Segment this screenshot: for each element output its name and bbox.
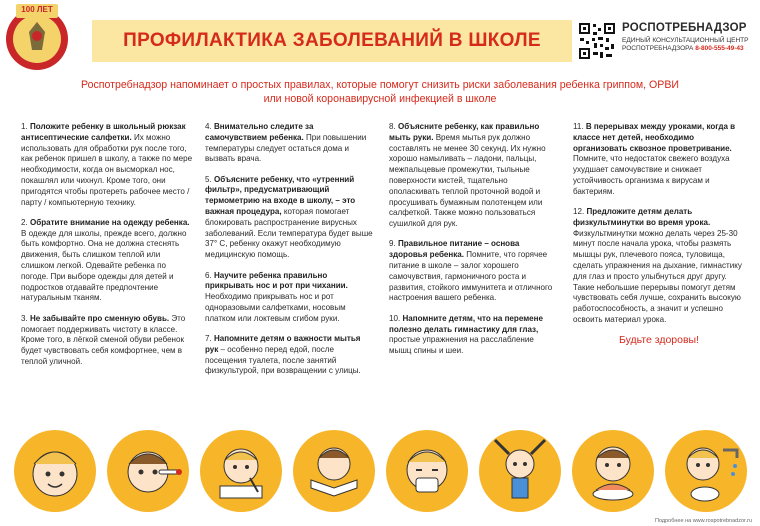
brand-block	[622, 22, 756, 53]
tips-column-3	[389, 122, 557, 366]
thermometer-child-icon	[107, 430, 189, 512]
tip-heading: Правильное питание – основа здоровья ребенка.	[389, 239, 520, 260]
closing-wish: Будьте здоровы!	[618, 334, 700, 347]
intro-text: Роспотребнадзор напоминает о простых правилах, которые помогут снизить риски заболевания ребенка гриппом, ОРВИ или новой коронавирусной инфекцией в школе	[80, 79, 680, 105]
qr-code-icon	[578, 22, 616, 60]
tip-7: 7. Напомните детям о важности мытья рук – особенно перед едой, после посещения туалета, после занятий физкультурой, при возвращении с улицы.	[205, 334, 361, 376]
footnote: Подробнее на www.rospotrebnadzor.ru	[655, 518, 752, 524]
tips-column-4	[573, 122, 745, 346]
badge-text: 100 ЛЕТ	[21, 5, 53, 14]
tip-body: При повышении температуры следует остаться дома и вызвать врача.	[205, 132, 367, 164]
child-face-icon	[14, 430, 96, 512]
tip-11: 11. В перерывах между уроками, когда в классе нет детей, необходимо организовать сквозное проветривание. Помните, что недостаток свежего воздуха ухудшает самочувствие и снижает устойчивость организма к вирусам и бактериям.	[573, 122, 736, 196]
child-reading-icon	[293, 430, 375, 512]
hotline-phone: 8-800-555-49-43	[695, 45, 744, 52]
tip-2: 2. Обратите внимание на одежду ребенка. В одежде для школы, прежде всего, должно быть комфортно. Она не должна стеснять движения, быть слишком теплой или слишком легкой. Одевайте ребенка по погоде. При выборе одежды для детей и подростков отдавайте предпочтение натуральным тканям.	[21, 217, 190, 303]
tip-body: Помните, что горячее питание в школе – залог хорошего самочувствия, гармоничного роста и развития, стойкого иммунитета и отличного настроения вашего ребенка.	[389, 250, 553, 303]
title-banner	[92, 20, 572, 62]
tip-8: 8. Объясните ребенку, как правильно мыть руки. Время мытья рук должно составлять не менее 30 секунд. Их нужно хорошо намыливать – ладони, пальцы, межпальцевые промежутки, тыльные поверхности кистей, тщательно ополаскивать теплой проточной водой и просушивать бумажным полотенцем или салфеткой. Также можно пользоваться сушилкой для рук.	[389, 122, 546, 229]
tip-heading: В перерывах между уроками, когда в классе нет детей, необходимо организовать сквозное проветривание.	[573, 122, 736, 153]
tip-body: В одежде для школы, прежде всего, должно быть комфортно. Она не должна стеснять движения, быть слишком теплой или слишком легкой. Одевайте ребенка по погоде. При выборе одежды для детей и подростков отдавайте предпочтение натуральным тканям.	[21, 228, 187, 303]
tip-1: 1. Положите ребенку в школьный рюкзак антисептические салфетки. Их можно использовать для обработки рук после того, как ребенок пришел в школу, а также по мере необходимости, когда он высморкал нос, покашлял или чихнул. Кроме того, они пригодятся чтобы протереть рабочее место / парту / компьютерную технику.	[21, 122, 193, 207]
brand-name: РОСПОТРЕБНАДЗОР	[622, 22, 747, 34]
brand-line	[622, 37, 756, 53]
tip-heading: Не забывайте про сменную обувь.	[29, 313, 170, 323]
brand-line1: ЕДИНЫЙ КОНСУЛЬТАЦИОННЫЙ ЦЕНТР	[622, 37, 749, 44]
tip-12: 12. Предложите детям делать физкультминутки во время урока. Физкультминутки можно делать через 25-30 минут после начала урока, чтобы размять мышцы рук, плечевого пояса, туловища, сделать упражнения на дыхание, гимнастику для глаз и просто улыбнуться друг другу. Такие небольшие перерывы помогут детям чувствовать себя лучше, сохранить высокую работоспособность, а значит и успешно освоить материал урока.	[573, 207, 742, 325]
tip-body: Время мытья рук должно составлять не менее 30 секунд. Их нужно хорошо намыливать – ладони, пальцы, межпальцевые промежутки, тыльные поверхности кистей, тщательно ополаскивать теплой проточной водой и просушивать бумажным полотенцем или салфеткой. Также можно пользоваться сушилкой для рук.	[389, 132, 546, 229]
header	[0, 0, 760, 72]
tip-heading: Предложите детям делать физкультминутки во время урока.	[573, 207, 711, 227]
tips-columns	[0, 122, 760, 422]
tip-body: которая помогает блокировать распространение вирусных заболеваний. Если температура будет выше 37° С, ребенку окажут необходимую медицинскую помощь.	[205, 207, 373, 260]
tip-6: 6. Научите ребенка правильно прикрывать нос и рот при чихании. Необходимо прикрывать нос и рот одноразовыми салфетками, носовым платком или локтевым сгибом руки.	[205, 270, 348, 323]
child-stretching-icon	[479, 430, 561, 512]
tip-heading: Внимательно следите за самочувствием ребенка.	[205, 122, 314, 142]
tip-body: Физкультминутки можно делать через 25-30 минут после начала урока, чтобы размять мышцы рук, плечевого пояса, туловища, сделать упражнения на дыхание, гимнастику для глаз и просто улыбнуться друг другу. Такие небольшие перерывы помогут детям чувствовать себя лучше, сохранить высокую работоспособность, а значит и успешно освоить материал урока.	[573, 228, 742, 325]
tips-column-1	[21, 122, 193, 377]
tip-heading: Объясните ребенку, как правильно мыть руки.	[389, 122, 540, 142]
child-eating-icon	[572, 430, 654, 512]
tip-10: 10. Напомните детям, что на перемене полезно делать гимнастику для глаз, простые упражнения на расслабление мышц спины и шеи.	[389, 313, 543, 356]
tips-column-2	[205, 122, 373, 387]
tip-5: 5. Объясните ребенку, что «утренний фильтр», предусматривающий термометрию на входе в школу, – это важная процедура, которая помогает блокировать распространение вирусных заболеваний. Если температура будет выше 37° С, ребенку окажут необходимую медицинскую помощь.	[205, 174, 373, 260]
tip-body: Необходимо прикрывать нос и рот одноразовыми салфетками, носовым платком или локтевым сгибом руки.	[205, 292, 346, 323]
brand-line2: РОСПОТРЕБНАДЗОРА	[622, 45, 694, 52]
illustration-strip	[0, 430, 760, 526]
child-washing-hands-icon	[665, 430, 747, 512]
tip-body: – особенно перед едой, после посещения туалета, после занятий физкультурой, при возвращении с улицы.	[205, 344, 361, 376]
tip-body: Их можно использовать для обработки рук после того, как ребенок пришел в школу, а также по мере необходимости, когда он высморкал нос, покашлял или чихнул. Кроме того, они пригодятся чтобы протереть рабочее место / парту / компьютерную технику.	[21, 132, 193, 207]
tip-heading: Напомните детям о важности мытья рук	[205, 334, 361, 354]
tip-3: 3. Не забывайте про сменную обувь. Это помогает поддерживать чистоту в классе. Кроме того, в лёгкой сменой обуви ребенок будет чувствовать себя комфортнее, чем в теплой уличной.	[21, 313, 186, 366]
tip-heading: Напомните детям, что на перемене полезно делать гимнастику для глаз,	[389, 313, 543, 334]
child-writing-icon	[200, 430, 282, 512]
emblem-icon	[2, 2, 72, 72]
tip-heading: Положите ребенку в школьный рюкзак антисептические салфетки.	[21, 122, 186, 142]
tip-heading: Научите ребенка правильно прикрывать нос и рот при чихании.	[205, 270, 348, 291]
tip-9: 9. Правильное питание – основа здоровья ребенка. Помните, что горячее питание в школе – залог хорошего самочувствия, гармоничного роста и развития, стойкого иммунитета и отличного настроения вашего ребенка.	[389, 239, 553, 303]
tip-body: простые упражнения на расслабление мышц спины и шеи.	[389, 335, 534, 356]
tip-body: Помните, что недостаток свежего воздуха ухудшает самочувствие и снижает устойчивость организма к вирусам и бактериям.	[573, 154, 730, 196]
tip-heading: Обратите внимание на одежду ребенка.	[29, 217, 190, 227]
child-sneezing-icon	[386, 430, 468, 512]
page-title: ПРОФИЛАКТИКА ЗАБОЛЕВАНИЙ В ШКОЛЕ	[123, 30, 541, 51]
tip-body: Это помогает поддерживать чистоту в классе. Кроме того, в лёгкой сменой обуви ребенок будет чувствовать себя комфортнее, чем в теплой уличной.	[21, 313, 186, 366]
tip-4: 4. Внимательно следите за самочувствием ребенка. При повышении температуры следует остаться дома и вызвать врача.	[205, 122, 367, 164]
tip-heading: Объясните ребенку, что «утренний фильтр», предусматривающий термометрию на входе в школу, – это важная процедура,	[205, 174, 356, 217]
